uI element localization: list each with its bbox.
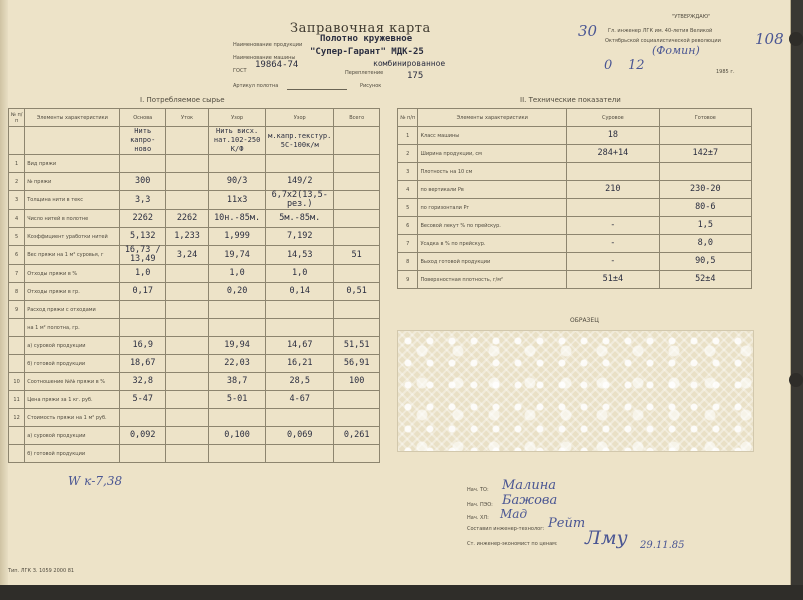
row-number: 8 xyxy=(9,283,25,301)
row-value: 16,73 / 13,49 xyxy=(120,246,166,265)
row-value: 300 xyxy=(120,173,166,191)
row-value: 90/3 xyxy=(209,173,266,191)
approval-hand-number: 108 xyxy=(755,30,784,48)
row-value xyxy=(166,191,209,210)
row-value xyxy=(334,265,380,283)
approval-day: 0 xyxy=(604,58,613,73)
col-weft-header: Уток xyxy=(166,109,209,127)
row-number: 3 xyxy=(398,163,418,181)
right-table-heading: II. Технические показатели xyxy=(520,96,621,104)
row-value: 4-67 xyxy=(266,391,334,409)
row-number: 1 xyxy=(398,127,418,145)
tech-signature: Малина xyxy=(502,478,557,493)
table-row xyxy=(398,163,752,181)
row-value: 0,14 xyxy=(266,283,334,301)
col-no-header: № п/п xyxy=(9,109,25,127)
row-label: Плотность на 10 см xyxy=(418,163,567,181)
row-number: 2 xyxy=(9,173,25,191)
finished-value xyxy=(659,163,751,181)
row-number: 6 xyxy=(9,246,25,265)
table-row xyxy=(9,301,380,319)
approval-line1: Гл. инженер ЛГК им. 40-летия Великой xyxy=(608,28,713,34)
approval-year: 1985 г. xyxy=(716,69,735,75)
left-hand-note: W к-7,38 xyxy=(68,474,123,488)
yarn-type-pattern2: м.капр.текстур. 5С-100к/м xyxy=(266,127,334,155)
row-value xyxy=(334,445,380,463)
row-label: Отходы пряжи в % xyxy=(25,265,120,283)
col-finished-header: Готовое xyxy=(659,109,751,127)
economist-signature: Лму xyxy=(585,527,628,549)
row-value: 5-47 xyxy=(120,391,166,409)
row-value: 2262 xyxy=(166,210,209,228)
row-value xyxy=(334,301,380,319)
table-row xyxy=(9,355,380,373)
product-label: Наименование продукции xyxy=(233,42,303,48)
table-row xyxy=(9,319,380,337)
row-value xyxy=(334,155,380,173)
row-value xyxy=(209,319,266,337)
row-value xyxy=(209,155,266,173)
row-number: 9 xyxy=(9,301,25,319)
row-value: 51,51 xyxy=(334,337,380,355)
punch-hole xyxy=(789,373,803,387)
print-code: Тип. ЛГК З. 1059 2000 81 xyxy=(8,568,75,574)
row-value: 1,0 xyxy=(209,265,266,283)
row-number: 2 xyxy=(398,145,418,163)
row-value: 6,7х2(13,5-рез.) xyxy=(266,191,334,210)
table-row xyxy=(9,427,380,445)
row-value xyxy=(166,427,209,445)
row-value xyxy=(166,301,209,319)
row-value xyxy=(166,319,209,337)
approval-heading: "УТВЕРЖДАЮ" xyxy=(672,14,711,20)
finished-value: 230-20 xyxy=(659,181,751,199)
raw-value: 18 xyxy=(567,127,660,145)
row-value: 1,999 xyxy=(209,228,266,246)
yarn-type-weft xyxy=(166,127,209,155)
row-label: Расход пряжи с отходами xyxy=(25,301,120,319)
row-value: 3,3 xyxy=(120,191,166,210)
row-value xyxy=(266,319,334,337)
row-value: 5м.-85м. xyxy=(266,210,334,228)
row-number xyxy=(9,355,25,373)
table-row xyxy=(9,391,380,409)
sample-heading: ОБРАЗЕЦ xyxy=(570,317,599,324)
row-number: 11 xyxy=(9,391,25,409)
row-value: 5,132 xyxy=(120,228,166,246)
row-value: 1,0 xyxy=(120,265,166,283)
row-number: 4 xyxy=(398,181,418,199)
weave-label: Переплетение xyxy=(345,70,384,76)
row-value xyxy=(334,409,380,427)
table-row xyxy=(398,271,752,289)
row-value xyxy=(166,173,209,191)
row-label: Отходы пряжи в гр. xyxy=(25,283,120,301)
row-value: 16,21 xyxy=(266,355,334,373)
finished-value xyxy=(659,127,751,145)
row-label: Число нитей в полотне xyxy=(25,210,120,228)
row-number: 9 xyxy=(398,271,418,289)
row-value xyxy=(120,409,166,427)
col-pattern1-header: Узор xyxy=(209,109,266,127)
article-line xyxy=(287,89,347,90)
row-value xyxy=(266,155,334,173)
row-value: 51 xyxy=(334,246,380,265)
row-value: 0,100 xyxy=(209,427,266,445)
row-number: 10 xyxy=(9,373,25,391)
binding-edge xyxy=(0,0,8,590)
table-row xyxy=(398,199,752,217)
row-value xyxy=(266,301,334,319)
row-label: по вертикали Pв xyxy=(418,181,567,199)
table-row xyxy=(398,181,752,199)
table-row xyxy=(9,191,380,210)
row-value: 0,51 xyxy=(334,283,380,301)
row-value: 0,261 xyxy=(334,427,380,445)
table-row xyxy=(9,373,380,391)
row-value: 149/2 xyxy=(266,173,334,191)
row-number: 3 xyxy=(9,191,25,210)
row-value xyxy=(120,155,166,173)
row-value: 56,91 xyxy=(334,355,380,373)
raw-value: 284+14 xyxy=(567,145,660,163)
col-base-header: Основа xyxy=(120,109,166,127)
col-elements-header: Элементы характеристики xyxy=(25,109,120,127)
row-value xyxy=(334,391,380,409)
row-value xyxy=(166,373,209,391)
row-value xyxy=(166,155,209,173)
row-value xyxy=(334,191,380,210)
row-value: 3,24 xyxy=(166,246,209,265)
table-row xyxy=(9,337,380,355)
row-value: 14,67 xyxy=(266,337,334,355)
gost-value: 19864-74 xyxy=(255,60,299,70)
pattern-label: Рисунок xyxy=(360,83,382,89)
economist-date: 29.11.85 xyxy=(640,540,685,551)
row-label: Выход готовой продукции xyxy=(418,253,567,271)
row-value: 1,0 xyxy=(266,265,334,283)
row-number: 8 xyxy=(398,253,418,271)
row-value: 11х3 xyxy=(209,191,266,210)
row-value: 1,233 xyxy=(166,228,209,246)
punch-hole xyxy=(789,32,803,46)
row-value: 2262 xyxy=(120,210,166,228)
raw-value: - xyxy=(567,235,660,253)
row-label: б) готовой продукции xyxy=(25,355,120,373)
pattern-value: 175 xyxy=(407,71,424,81)
row-value xyxy=(209,409,266,427)
table-row xyxy=(9,155,380,173)
row-number: 5 xyxy=(9,228,25,246)
col-elements-header: Элементы характеристики xyxy=(418,109,567,127)
row-number xyxy=(9,319,25,337)
finished-value: 8,0 xyxy=(659,235,751,253)
row-number: 7 xyxy=(9,265,25,283)
row-value xyxy=(209,445,266,463)
table-row xyxy=(398,127,752,145)
row-label: Ширина продукции, см xyxy=(418,145,567,163)
row-number: 12 xyxy=(9,409,25,427)
approval-month: 12 xyxy=(628,58,645,73)
row-value: 18,67 xyxy=(120,355,166,373)
table-row xyxy=(9,445,380,463)
row-value: 0,17 xyxy=(120,283,166,301)
row-label: Вес пряжи на 1 м² суровья, г xyxy=(25,246,120,265)
weave-value: комбинированное xyxy=(373,59,446,68)
table-row xyxy=(9,265,380,283)
col-raw-header: Суровое xyxy=(567,109,660,127)
row-value xyxy=(166,337,209,355)
raw-value xyxy=(567,163,660,181)
row-value: 5-01 xyxy=(209,391,266,409)
tech-label: Нач. ТО: xyxy=(467,487,489,493)
row-label: б) готовой продукции xyxy=(25,445,120,463)
row-number: 4 xyxy=(9,210,25,228)
approval-signature: (Фомин) xyxy=(652,44,700,57)
row-value xyxy=(120,319,166,337)
row-value: 28,5 xyxy=(266,373,334,391)
row-value: 0,069 xyxy=(266,427,334,445)
row-value: 0,20 xyxy=(209,283,266,301)
gost-label: ГОСТ xyxy=(233,68,247,74)
row-value: 32,8 xyxy=(120,373,166,391)
row-value: 100 xyxy=(334,373,380,391)
table-row xyxy=(9,228,380,246)
row-number xyxy=(9,445,25,463)
row-value: 19,94 xyxy=(209,337,266,355)
left-table-heading: I. Потребляемое сырье xyxy=(140,96,225,104)
row-label: Вид пряжи xyxy=(25,155,120,173)
raw-value: 51±4 xyxy=(567,271,660,289)
approval-line2: Октябрьской социалистической революции xyxy=(605,38,721,44)
raw-value: 210 xyxy=(567,181,660,199)
row-value xyxy=(209,301,266,319)
product-value-line1: Полотно кружевное xyxy=(320,34,413,44)
row-value xyxy=(166,265,209,283)
row-value: 14,53 xyxy=(266,246,334,265)
table-row xyxy=(9,409,380,427)
row-label: Соотношение №№ пряжи в % xyxy=(25,373,120,391)
row-label: Весовой лекут % по прейскур. xyxy=(418,217,567,235)
row-value: 10н.-85м. xyxy=(209,210,266,228)
table-row xyxy=(398,145,752,163)
economist-label: Ст. инженер-экономист по ценам: xyxy=(467,541,558,547)
form-title: Заправочная карта xyxy=(290,21,431,36)
row-label: № пряжи xyxy=(25,173,120,191)
row-label: Класс машины xyxy=(418,127,567,145)
table-row xyxy=(9,173,380,191)
pto-signature: Бажова xyxy=(502,493,558,508)
row-value xyxy=(334,319,380,337)
col-total-header: Всего xyxy=(334,109,380,127)
row-value xyxy=(120,445,166,463)
finished-value: 1,5 xyxy=(659,217,751,235)
finished-value: 80-6 xyxy=(659,199,751,217)
product-value-line2: "Супер-Гарант" МДК-25 xyxy=(310,47,424,57)
technical-table xyxy=(397,108,752,289)
row-value: 38,7 xyxy=(209,373,266,391)
yarn-type-pattern1: Нить висх. нат.102-250 К/Ф xyxy=(209,127,266,155)
row-value: 16,9 xyxy=(120,337,166,355)
row-value xyxy=(166,355,209,373)
col-pattern2-header: Узор xyxy=(266,109,334,127)
scan-background xyxy=(0,585,803,600)
raw-value: - xyxy=(567,253,660,271)
row-label: Усадка в % по прейскур. xyxy=(418,235,567,253)
row-number: 7 xyxy=(398,235,418,253)
row-label: Коэффициент уработки нитей xyxy=(25,228,120,246)
finished-value: 142±7 xyxy=(659,145,751,163)
row-label: Стоимость пряжи на 1 м² руб. xyxy=(25,409,120,427)
table-row xyxy=(398,235,752,253)
row-value: 22,03 xyxy=(209,355,266,373)
row-number: 6 xyxy=(398,217,418,235)
row-label: на 1 м² полотна, гр. xyxy=(25,319,120,337)
chl-signature: Мад xyxy=(500,507,528,521)
table-row xyxy=(9,246,380,265)
yarn-type-total xyxy=(334,127,380,155)
col-no-header: № п/п xyxy=(398,109,418,127)
chl-label: Нач. ХЛ: xyxy=(467,515,489,521)
row-label: Толщина нити в текс xyxy=(25,191,120,210)
row-value xyxy=(166,409,209,427)
row-label: а) суровой продукции xyxy=(25,427,120,445)
row-value xyxy=(334,173,380,191)
row-value xyxy=(166,391,209,409)
finished-value: 52±4 xyxy=(659,271,751,289)
table-row xyxy=(9,283,380,301)
row-value xyxy=(166,283,209,301)
row-number: 1 xyxy=(9,155,25,173)
row-value: 19,74 xyxy=(209,246,266,265)
row-value xyxy=(266,409,334,427)
raw-value: - xyxy=(567,217,660,235)
row-number: 5 xyxy=(398,199,418,217)
row-number xyxy=(9,337,25,355)
table-row xyxy=(398,217,752,235)
row-label: по горизонтали Pг xyxy=(418,199,567,217)
row-number xyxy=(9,427,25,445)
row-value xyxy=(334,210,380,228)
raw-material-table xyxy=(8,108,380,463)
row-label: Цена пряжи за 1 кг. руб. xyxy=(25,391,120,409)
row-label: а) суровой продукции xyxy=(25,337,120,355)
approval-hand-note: 30 xyxy=(578,22,598,40)
row-value: 0,092 xyxy=(120,427,166,445)
row-value xyxy=(120,301,166,319)
machine-label: Наименование машины xyxy=(233,55,296,61)
engineer-label: Составил инженер-технолог: xyxy=(467,526,545,532)
table-row xyxy=(9,210,380,228)
row-value: 7,192 xyxy=(266,228,334,246)
finished-value: 90,5 xyxy=(659,253,751,271)
article-label: Артикул полотна xyxy=(233,83,279,89)
pto-label: Нач. ПЭО: xyxy=(467,502,493,508)
row-value xyxy=(334,228,380,246)
row-label: Поверхностная плотность, г/м² xyxy=(418,271,567,289)
row-value xyxy=(166,445,209,463)
lace-fabric-sample xyxy=(397,330,754,452)
yarn-type-base: Нить капро-ново xyxy=(120,127,166,155)
table-row xyxy=(398,253,752,271)
engineer-signature: Рейт xyxy=(548,516,586,531)
row-value xyxy=(266,445,334,463)
raw-value xyxy=(567,199,660,217)
